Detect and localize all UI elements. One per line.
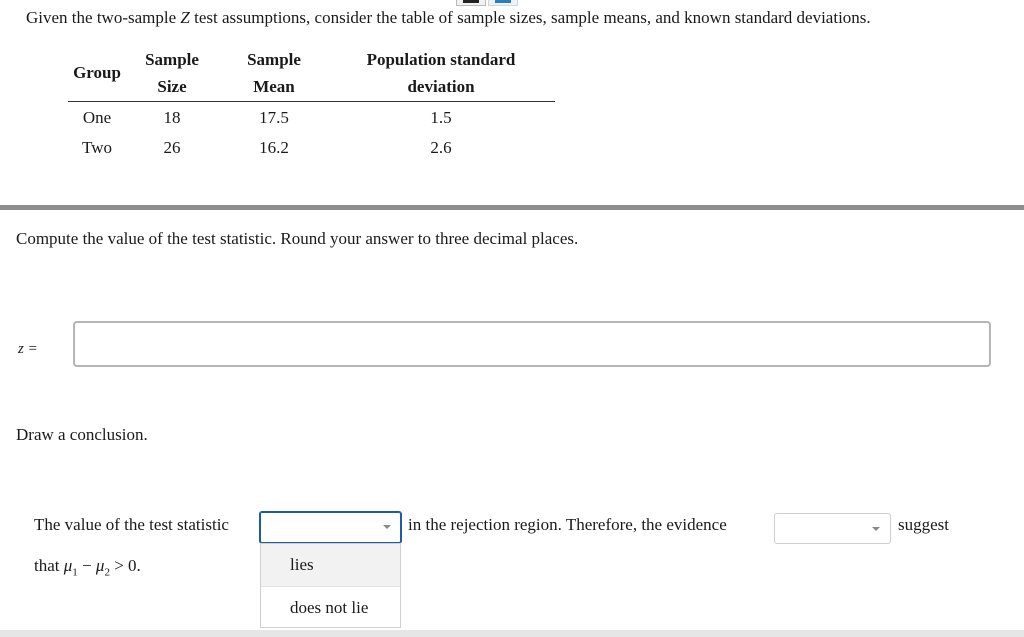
mu-2 [95, 556, 110, 579]
underline-icon [463, 0, 479, 3]
underline-icon [495, 0, 511, 3]
header-sample-mean-line2: Mean [253, 77, 295, 96]
z-label: z = [18, 341, 38, 357]
mu-1-subscript: 1 [72, 566, 78, 579]
chevron-down-icon [872, 527, 880, 531]
header-rule [68, 101, 555, 102]
mu-1-symbol: μ [63, 556, 73, 575]
mu-2-subscript: 2 [104, 566, 110, 579]
question-text: Compute the value of the test statistic. Round your answer to three decimal places. [16, 229, 579, 248]
header-sample-mean [238, 46, 310, 100]
table-cell-mean: 17.5 [259, 108, 289, 127]
header-sample-size-line1: Sample [145, 50, 199, 69]
dropdown-option-does-not-lie[interactable]: does not lie [261, 586, 400, 628]
conclusion-text-part2: in the rejection region. Therefore, the evidence [408, 515, 727, 534]
table-cell-sd: 2.6 [430, 138, 452, 157]
header-sample-mean-line1: Sample [247, 50, 301, 69]
table-cell-mean: 16.2 [259, 138, 289, 157]
hypothesis-tail: > 0. [109, 556, 141, 575]
intro-variable: Z [180, 8, 190, 27]
bottom-scroll-edge [0, 630, 1024, 637]
evidence-dropdown[interactable] [774, 513, 891, 544]
table-cell-sd: 1.5 [430, 108, 452, 127]
dropdown-option-lies[interactable]: lies [261, 544, 400, 586]
table-cell-group: Two [82, 138, 112, 157]
conclusion-text-part1: The value of the test statistic [34, 515, 229, 534]
hypothesis-text [34, 556, 141, 578]
header-sample-size-line2: Size [157, 77, 187, 96]
table-cell-group: One [82, 108, 112, 127]
mu-2-symbol: μ [95, 556, 105, 575]
table-cell-size: 26 [163, 138, 181, 157]
section-divider [0, 205, 1024, 210]
header-population-sd-line1: Population standard [366, 50, 516, 69]
conclusion-heading: Draw a conclusion. [16, 425, 148, 444]
header-population-sd-line2: deviation [407, 77, 475, 96]
minus-sign: − [77, 556, 96, 575]
header-group: Group [73, 63, 121, 82]
toolbar-button-left[interactable] [456, 0, 486, 6]
hypothesis-that: that [34, 556, 60, 575]
header-sample-size [136, 46, 208, 100]
rejection-region-dropdown[interactable] [259, 511, 402, 544]
header-population-sd [350, 46, 532, 100]
chevron-down-icon [383, 525, 391, 529]
conclusion-text-part3: suggest [898, 515, 949, 534]
intro-part2: test assumptions, consider the table of sample sizes, sample means, and known standard deviations. [189, 8, 871, 27]
intro-part1: Given the two-sample [26, 8, 181, 27]
table-cell-size: 18 [163, 108, 181, 127]
mu-1 [63, 556, 78, 579]
z-input[interactable] [73, 321, 991, 367]
intro-text [26, 8, 871, 28]
toolbar-button-right[interactable] [488, 0, 518, 6]
rejection-region-dropdown-menu [260, 543, 401, 628]
